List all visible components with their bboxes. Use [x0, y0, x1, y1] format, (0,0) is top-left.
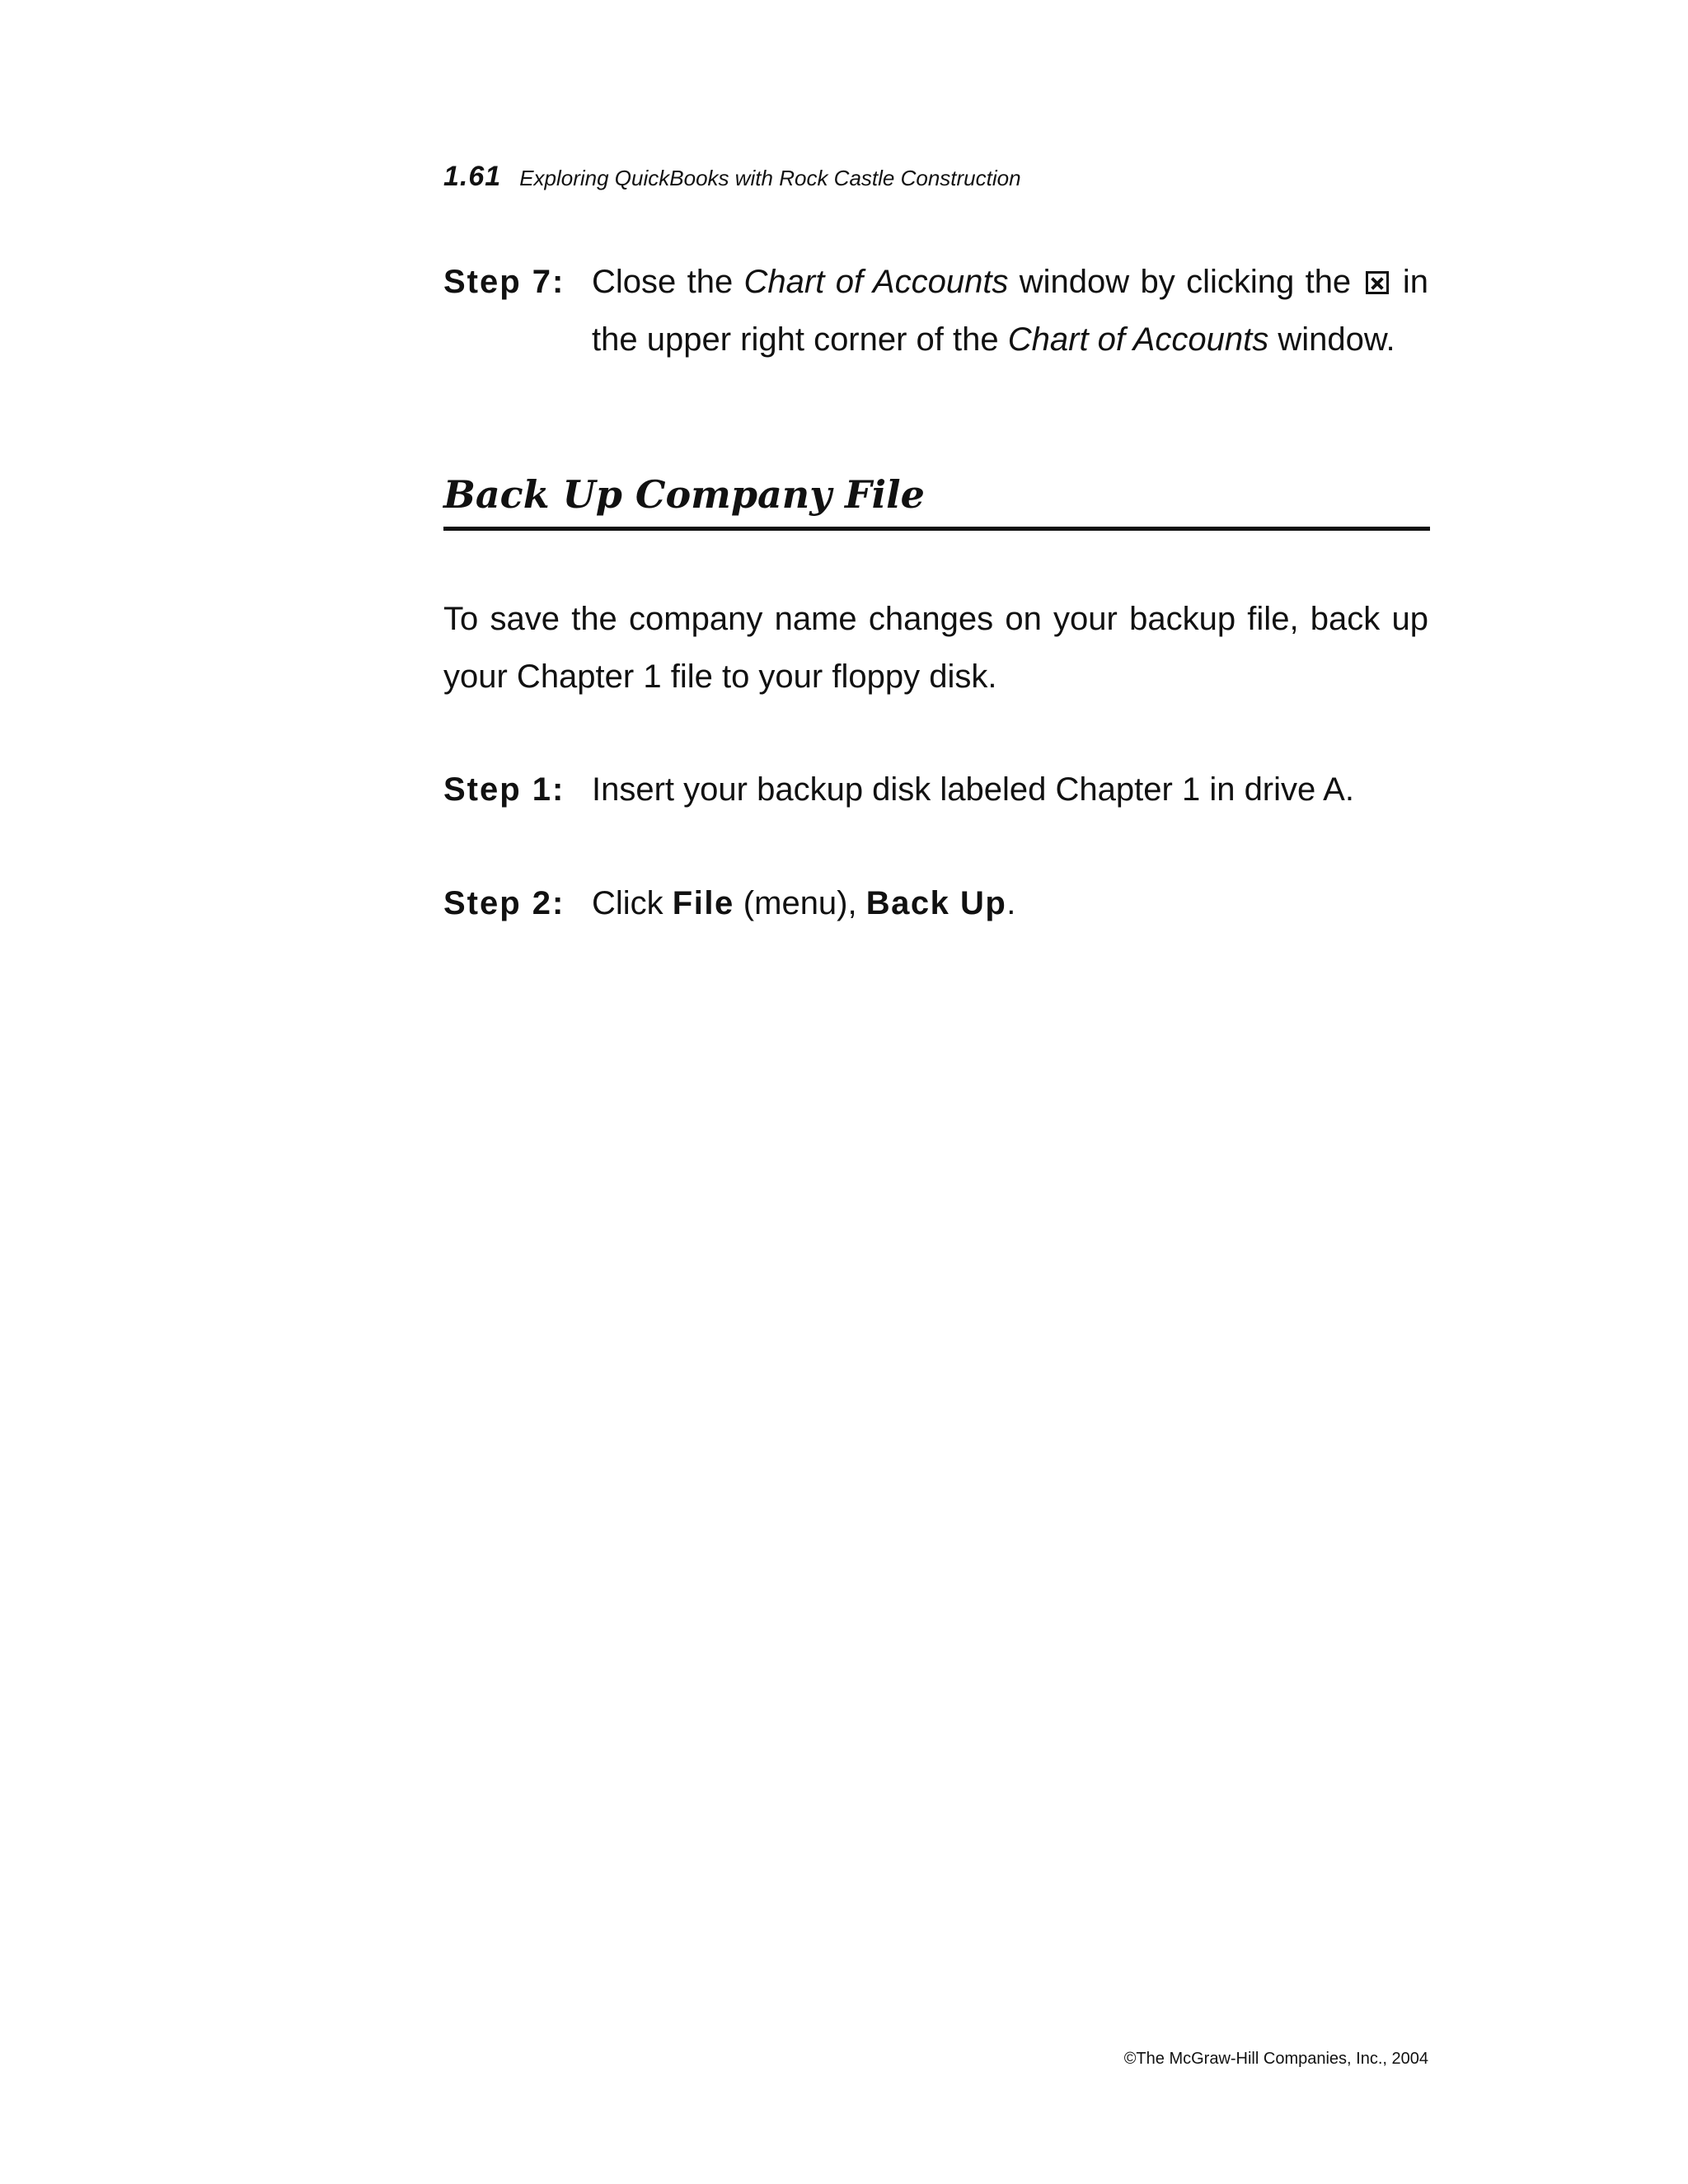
step-7-label: Step 7:	[443, 264, 565, 300]
step-2-text: Click File (menu), Back Up.	[592, 885, 1016, 921]
chart-of-accounts-text: Chart of Accounts	[1007, 321, 1269, 358]
step-2	[443, 874, 1428, 932]
step-2-label: Step 2:	[443, 885, 565, 921]
back-up-command-text: Back Up	[865, 885, 1007, 921]
file-menu-text: File	[672, 885, 734, 921]
book-title: Exploring QuickBooks with Rock Castle Construction	[519, 166, 1021, 190]
copyright-footer: ©The McGraw-Hill Companies, Inc., 2004	[1123, 2050, 1428, 2068]
page-number: 1.61	[443, 161, 502, 192]
running-header	[443, 161, 1021, 193]
section-heading	[443, 466, 1430, 531]
step-7-text: Close the Chart of Accounts window by clicking the in the upper right corner of the Chart of Accounts window.	[592, 264, 1428, 358]
step-1-label: Step 1:	[443, 771, 565, 808]
section-title: Back Up Company File	[443, 472, 925, 517]
close-box-icon	[1366, 271, 1389, 294]
step-1	[443, 761, 1428, 818]
chart-of-accounts-text: Chart of Accounts	[743, 264, 1009, 300]
step-7	[443, 253, 1428, 368]
step-1-text: Insert your backup disk labeled Chapter 1 in drive A.	[592, 771, 1354, 808]
intro-paragraph: To save the company name changes on your backup file, back up your Chapter 1 file to your floppy disk.	[443, 601, 1428, 695]
